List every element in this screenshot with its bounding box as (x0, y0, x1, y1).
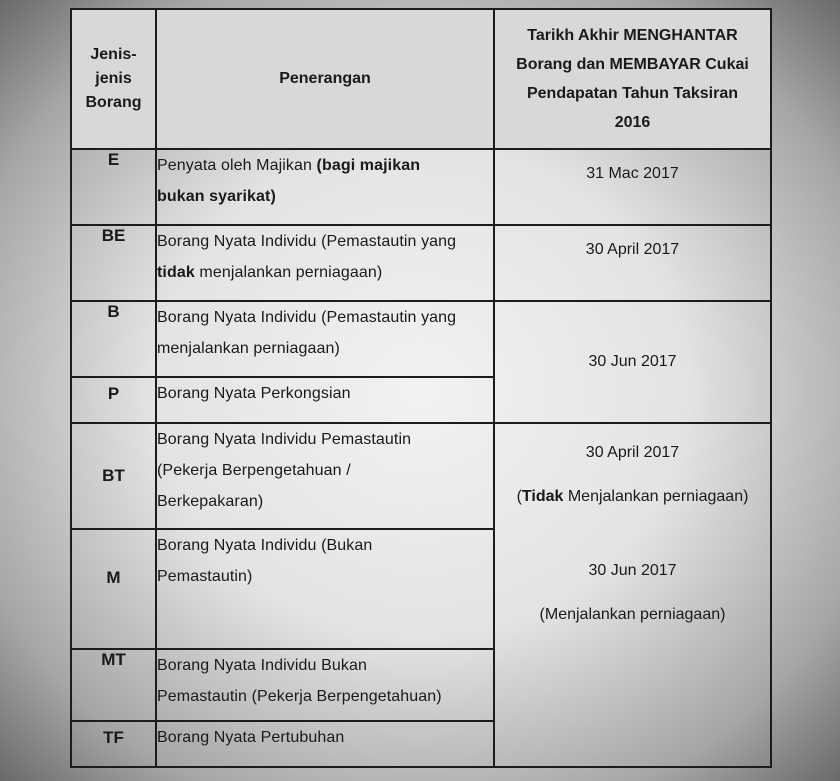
description-bold-text: bukan syarikat) (157, 188, 276, 205)
description-text: Borang Nyata Individu (Bukan (157, 537, 373, 554)
description-text: Borang Nyata Individu Pemastautin (157, 431, 412, 448)
header-form-type-line: jenis (95, 70, 132, 87)
form-description (156, 529, 494, 649)
deadline-cell (494, 225, 771, 301)
description-text: (Pekerja Berpengetahuan / (157, 462, 351, 479)
header-deadline-line: 2016 (614, 114, 651, 131)
header-description: Penerangan (156, 9, 494, 149)
header-deadline-line: Borang dan MEMBAYAR Cukai (516, 56, 749, 73)
description-text: Borang Nyata Perkongsian (157, 385, 351, 402)
form-code: TF (71, 721, 156, 767)
form-description (156, 149, 494, 225)
form-description (156, 423, 494, 529)
form-description (156, 377, 494, 423)
description-text: Borang Nyata Individu Bukan (157, 657, 367, 674)
form-description (156, 721, 494, 767)
table-row (71, 225, 771, 301)
header-deadline (494, 9, 771, 149)
header-form-type-line: Borang (85, 94, 142, 111)
header-deadline-line: Pendapatan Tahun Taksiran (526, 85, 738, 102)
form-code: BT (71, 423, 156, 529)
description-text: Pemastautin) (157, 568, 253, 585)
form-code: BE (71, 225, 156, 301)
table-row (71, 423, 771, 529)
deadline-note: (Menjalankan perniagaan) (539, 606, 726, 623)
form-description (156, 649, 494, 721)
description-text: Penyata oleh Majikan (157, 157, 317, 174)
deadline-date: 30 April 2017 (585, 241, 680, 258)
deadline-date: 30 Jun 2017 (588, 562, 677, 579)
form-description (156, 225, 494, 301)
form-description (156, 301, 494, 377)
description-text: Borang Nyata Individu (Pemastautin yang (157, 233, 457, 250)
form-code: MT (71, 649, 156, 721)
form-code: P (71, 377, 156, 423)
deadline-note-text: Menjalankan perniagaan) (563, 488, 749, 505)
deadline-cell (494, 301, 771, 423)
description-text: Pemastautin (Pekerja Berpengetahuan) (157, 688, 442, 705)
form-deadline-table (70, 8, 772, 768)
form-code: E (71, 149, 156, 225)
header-form-type (71, 9, 156, 149)
deadline-note-bold: Tidak (521, 488, 564, 505)
header-row (71, 9, 771, 149)
description-text: menjalankan perniagaan) (194, 264, 383, 281)
header-deadline-line: Tarikh Akhir MENGHANTAR (527, 27, 738, 44)
form-code: B (71, 301, 156, 377)
document-page (70, 8, 772, 768)
table-row (71, 301, 771, 377)
description-text: Borang Nyata Pertubuhan (157, 729, 345, 746)
deadline-date: 31 Mac 2017 (586, 165, 679, 182)
deadline-date: 30 April 2017 (585, 444, 680, 461)
deadline-cell (494, 149, 771, 225)
header-form-type-line: Jenis- (90, 46, 137, 63)
deadline-note-text: ( (516, 488, 522, 505)
deadline-cell-grouped (494, 423, 771, 767)
deadline-date: 30 Jun 2017 (588, 353, 677, 370)
description-text: Berkepakaran) (157, 493, 264, 510)
deadline-note (495, 482, 770, 512)
description-text: menjalankan perniagaan) (157, 340, 340, 357)
description-text: Borang Nyata Individu (Pemastautin yang (157, 309, 457, 326)
form-code: M (71, 529, 156, 649)
table-row (71, 149, 771, 225)
description-bold-text: tidak (157, 264, 195, 281)
description-bold-text: (bagi majikan (316, 157, 421, 174)
